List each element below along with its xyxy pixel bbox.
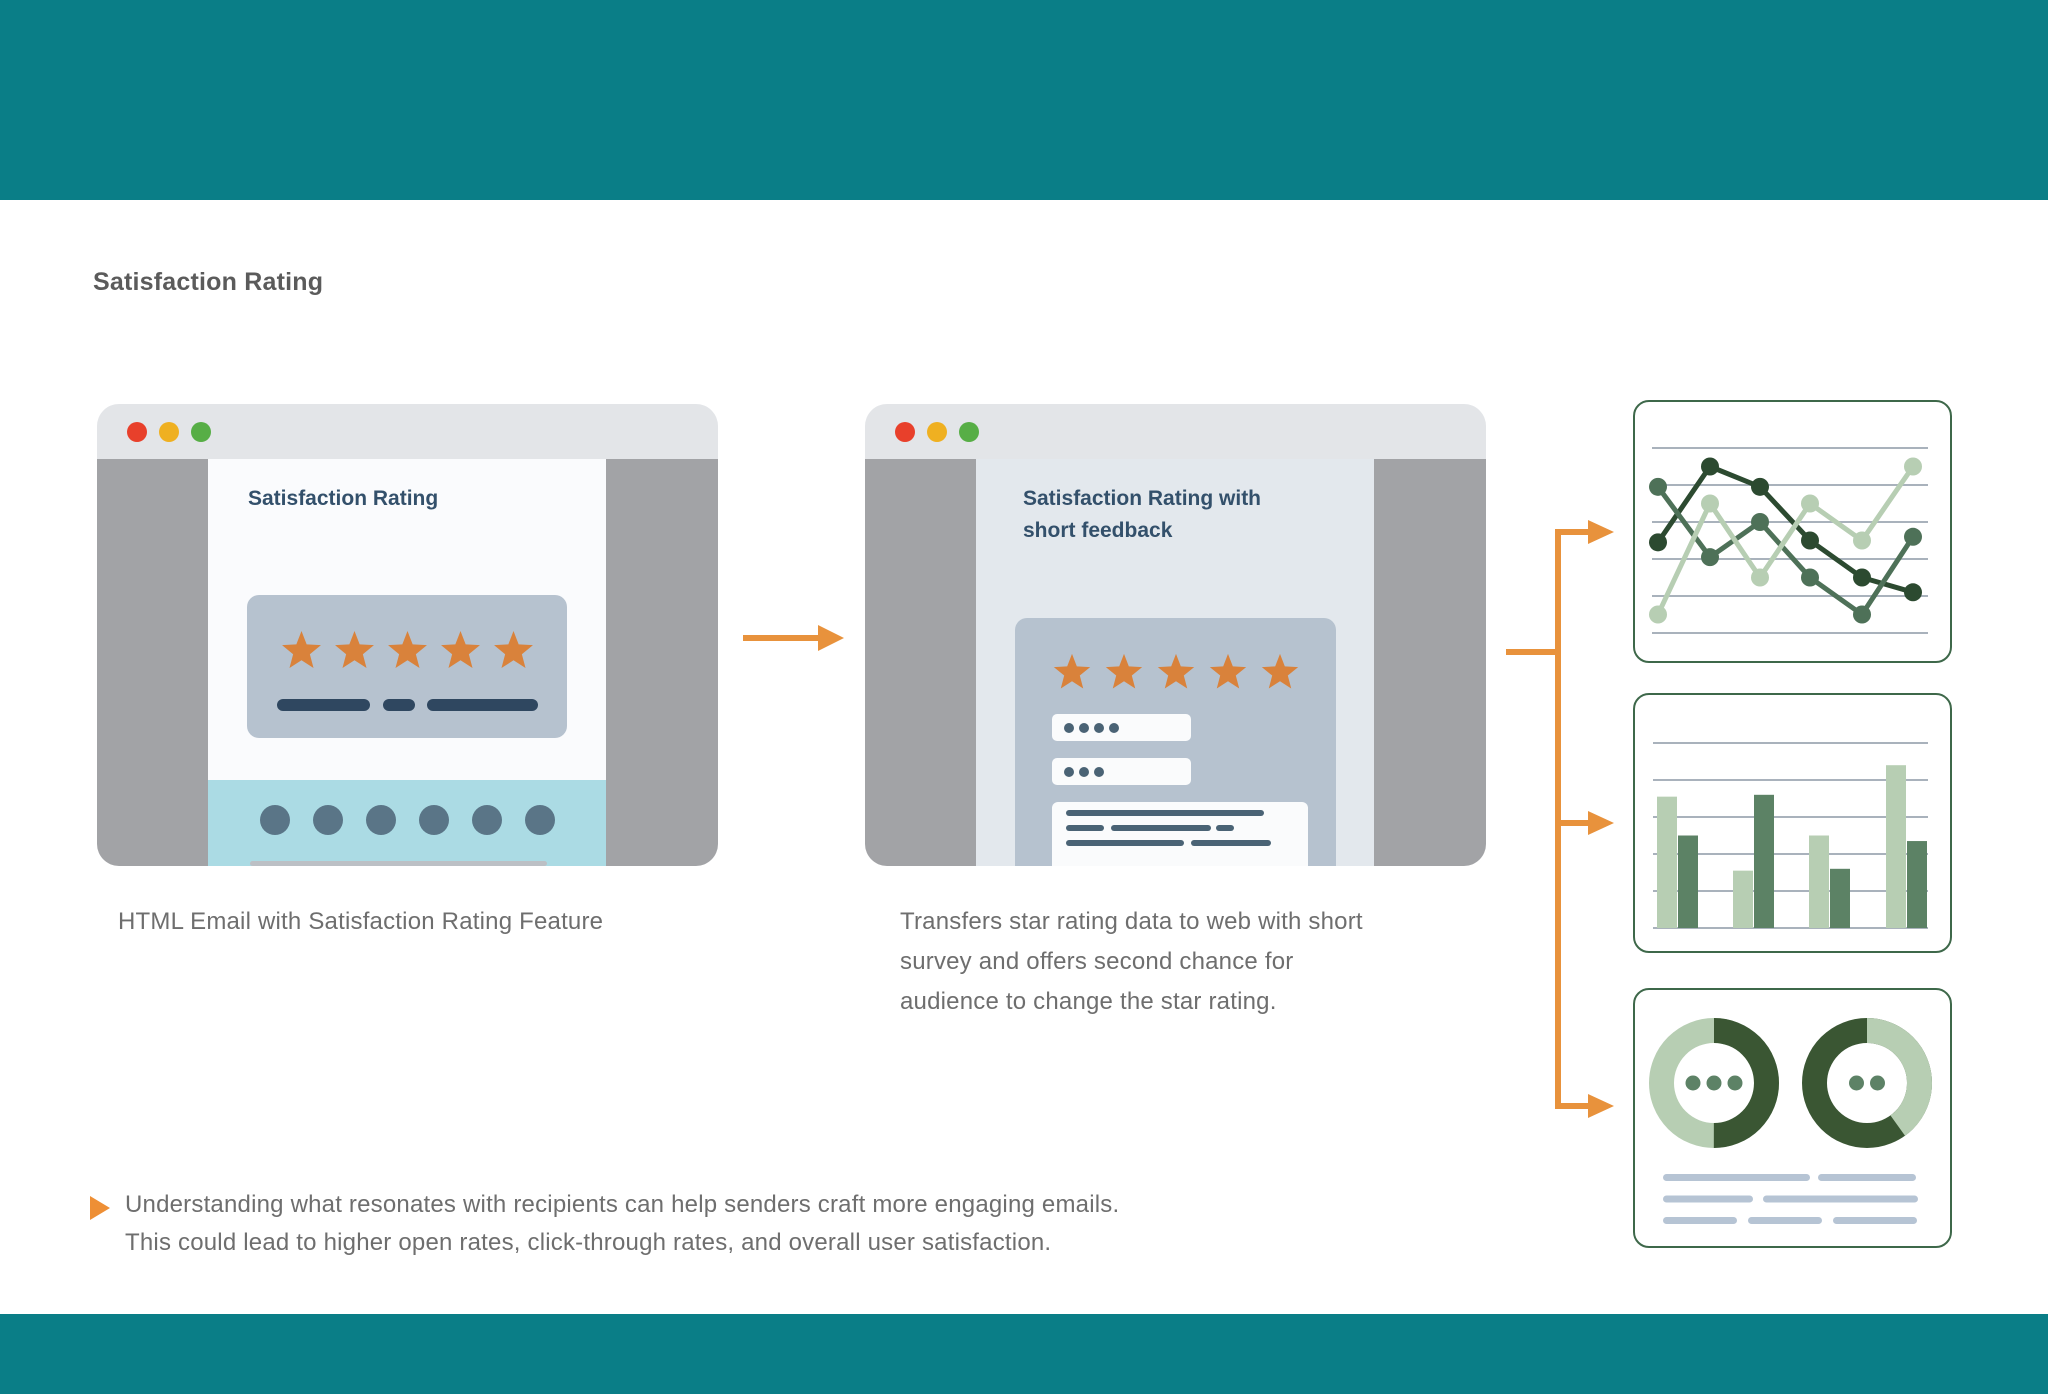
dot-icon	[366, 805, 396, 835]
line-chart	[1635, 402, 1950, 661]
rating-label-placeholders	[277, 699, 538, 711]
star-icon	[1155, 652, 1197, 694]
survey-content	[976, 459, 1374, 866]
survey-window-body	[865, 459, 1486, 866]
email-caption: HTML Email with Satisfaction Rating Feature	[118, 908, 604, 935]
survey-heading-line2: short feedback	[1023, 519, 1173, 542]
branch-connector-arrows	[1500, 520, 1620, 1120]
text-placeholder	[427, 699, 538, 711]
star-icon	[332, 629, 377, 674]
survey-browser-window	[865, 404, 1486, 866]
star-icon	[1259, 652, 1301, 694]
text-placeholder	[1066, 825, 1104, 831]
survey-input-field[interactable]	[1052, 714, 1191, 741]
page-title: Satisfaction Rating	[93, 268, 324, 296]
email-left-sidebar	[97, 459, 208, 866]
zoom-traffic-light-icon[interactable]	[191, 422, 211, 442]
rating-card	[247, 595, 567, 738]
star-icon	[438, 629, 483, 674]
dot-icon	[419, 805, 449, 835]
zoom-traffic-light-icon[interactable]	[959, 422, 979, 442]
line-chart-card	[1633, 400, 1952, 663]
survey-textarea[interactable]	[1052, 802, 1308, 866]
window-titlebar	[97, 404, 718, 459]
note-text	[125, 1186, 1119, 1262]
survey-caption-line: survey and offers second chance for	[900, 948, 1294, 975]
dot-icon	[525, 805, 555, 835]
text-placeholder	[1066, 840, 1184, 846]
survey-caption-line: Transfers star rating data to web with short	[900, 908, 1363, 935]
donut-chart	[1635, 990, 1950, 1246]
text-placeholder	[1111, 825, 1211, 831]
email-right-sidebar	[606, 459, 718, 866]
note-line: This could lead to higher open rates, click-through rates, and overall user satisfaction.	[125, 1229, 1052, 1256]
survey-caption	[900, 902, 1363, 1022]
text-placeholder	[1066, 810, 1264, 816]
survey-heading-line1: Satisfaction Rating with	[1023, 487, 1262, 510]
star-icon	[385, 629, 430, 674]
close-traffic-light-icon[interactable]	[895, 422, 915, 442]
note-line: Understanding what resonates with recipients can help senders craft more engaging emails.	[125, 1191, 1120, 1218]
dot-icon	[1109, 723, 1119, 733]
bar-chart	[1635, 695, 1950, 951]
text-placeholder	[383, 699, 415, 711]
email-heading: Satisfaction Rating	[248, 487, 439, 510]
dot-icon	[1064, 723, 1074, 733]
star-icon	[1207, 652, 1249, 694]
survey-right-sidebar	[1374, 459, 1486, 866]
arrowhead-icon	[1588, 520, 1614, 544]
dot-icon	[1079, 767, 1089, 777]
text-placeholder	[1191, 840, 1271, 846]
arrowhead-icon	[1588, 1094, 1614, 1118]
survey-input-field[interactable]	[1052, 758, 1191, 785]
minimize-traffic-light-icon[interactable]	[159, 422, 179, 442]
survey-left-sidebar	[865, 459, 976, 866]
arrowhead-icon	[1588, 811, 1614, 835]
star-icon	[491, 629, 536, 674]
text-placeholder	[1216, 825, 1234, 831]
dot-icon	[260, 805, 290, 835]
dot-icon	[313, 805, 343, 835]
email-footer-section	[208, 780, 606, 866]
email-browser-window	[97, 404, 718, 866]
social-icon-dots	[208, 805, 606, 835]
star-rating[interactable]	[1015, 652, 1336, 694]
window-titlebar	[865, 404, 1486, 459]
flow-arrow-icon	[740, 618, 850, 658]
bar-chart-card	[1633, 693, 1952, 953]
close-traffic-light-icon[interactable]	[127, 422, 147, 442]
text-placeholder	[277, 699, 370, 711]
email-window-body	[97, 459, 718, 866]
dot-icon	[1094, 723, 1104, 733]
dot-icon	[1094, 767, 1104, 777]
survey-card	[1015, 618, 1336, 866]
bottom-band	[0, 1314, 2048, 1394]
dot-icon	[472, 805, 502, 835]
text-placeholder	[250, 861, 547, 866]
bullet-triangle-icon	[90, 1196, 110, 1220]
dot-icon	[1064, 767, 1074, 777]
email-content	[208, 459, 606, 866]
star-rating[interactable]	[247, 629, 567, 674]
minimize-traffic-light-icon[interactable]	[927, 422, 947, 442]
dot-icon	[1079, 723, 1089, 733]
top-band	[0, 0, 2048, 200]
donut-chart-card	[1633, 988, 1952, 1248]
survey-heading	[1023, 483, 1261, 547]
star-icon	[279, 629, 324, 674]
survey-caption-line: audience to change the star rating.	[900, 988, 1277, 1015]
star-icon	[1051, 652, 1093, 694]
star-icon	[1103, 652, 1145, 694]
